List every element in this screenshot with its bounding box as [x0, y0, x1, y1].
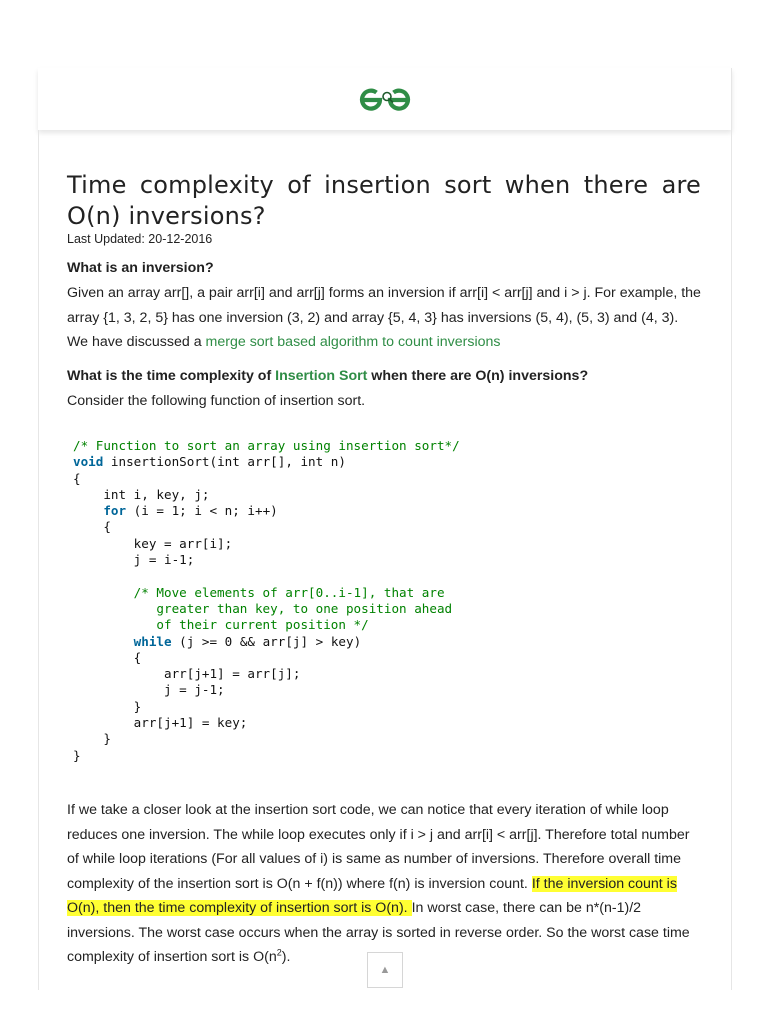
exponent: 2	[276, 947, 282, 958]
heading-time-complexity	[67, 364, 701, 389]
card-border-left	[38, 130, 39, 990]
code-line: {	[73, 519, 111, 535]
code-line: }	[73, 731, 111, 747]
geeksforgeeks-logo-icon[interactable]	[358, 84, 412, 116]
paragraph-analysis	[67, 798, 701, 970]
analysis-text: If we take a closer look at the insertion sort code, we can notice that every iteration of while loop reduces one inversion. The while loop executes only if i > j and arr[i] < arr[j]. Therefore total number of while loop iterations (For all values of i) is same as number of inversions. Therefore overall time complexity of the insertion sort is O(n + f(n)) where f(n) is inversion count.	[67, 802, 690, 892]
code-block-insertion-sort	[73, 438, 460, 764]
highlighted-conclusion: If the inversion count is O(n), then the time complexity of insertion sort is O(n).	[67, 875, 677, 916]
code-keyword: for	[103, 503, 127, 519]
code-indent	[73, 634, 134, 649]
code-comment: /* Function to sort an array using insertion sort*/	[73, 438, 460, 453]
code-line: {	[73, 470, 81, 486]
site-header	[38, 68, 732, 130]
code-line: insertionSort(int arr[], int n)	[103, 454, 346, 470]
code-keyword: while	[133, 633, 172, 649]
code-line: j = i-1;	[73, 552, 195, 568]
code-line: arr[j+1] = arr[j];	[73, 666, 301, 682]
code-comment: /* Move elements of arr[0..i-1], that are	[73, 584, 445, 600]
heading-what-is-inversion: What is an inversion?	[67, 260, 214, 276]
code-line: j = j-1;	[73, 682, 225, 698]
article-title: Time complexity of insertion sort when there are O(n) inversions?	[67, 171, 701, 230]
paragraph-inversion-text: Given an array arr[], a pair arr[i] and arr[j] forms an inversion if arr[i] < arr[j] and i > j. For example, the array {1, 3, 2, 5} has one inversion (3, 2) and array {5, 4, 3} has inversions (5, 4), (5, 3) and (4, 3). We have discussed a	[67, 285, 701, 350]
link-merge-sort-count-inversions[interactable]: merge sort based algorithm to count inversions	[205, 334, 501, 350]
code-line: }	[73, 747, 81, 763]
heading-complexity-suffix: when there are O(n) inversions?	[367, 368, 589, 384]
paragraph-consider-function: Consider the following function of insertion sort.	[67, 393, 366, 409]
code-line: (j >= 0 && arr[j] > key)	[171, 633, 362, 649]
paragraph-inversion-definition	[67, 281, 701, 355]
last-updated: Last Updated: 20-12-2016	[67, 232, 213, 246]
link-insertion-sort[interactable]: Insertion Sort	[275, 368, 368, 384]
code-line: arr[j+1] = key;	[73, 715, 248, 731]
code-comment: of their current position */	[73, 617, 369, 633]
code-line: }	[73, 698, 142, 714]
code-line: (i = 1; i < n; i++)	[126, 503, 278, 519]
code-line: int i, key, j;	[73, 486, 210, 502]
code-indent	[73, 503, 103, 518]
card-border-right	[731, 68, 732, 990]
code-line: key = arr[i];	[73, 535, 233, 551]
worst-case-end: ).	[281, 949, 291, 965]
code-line: {	[73, 649, 142, 665]
scroll-to-top-button[interactable]	[367, 952, 403, 988]
heading-complexity-prefix: What is the time complexity of	[67, 368, 276, 384]
arrow-up-icon: ▲	[379, 964, 391, 976]
worst-case-text: In worst case, there can be n*(n-1)/2 inversions. The worst case occurs when the array is sorted in reverse order. So the worst case time complexity of insertion sort is O(n	[67, 900, 690, 965]
code-comment: greater than key, to one position ahead	[73, 600, 453, 616]
code-keyword: void	[73, 454, 104, 470]
